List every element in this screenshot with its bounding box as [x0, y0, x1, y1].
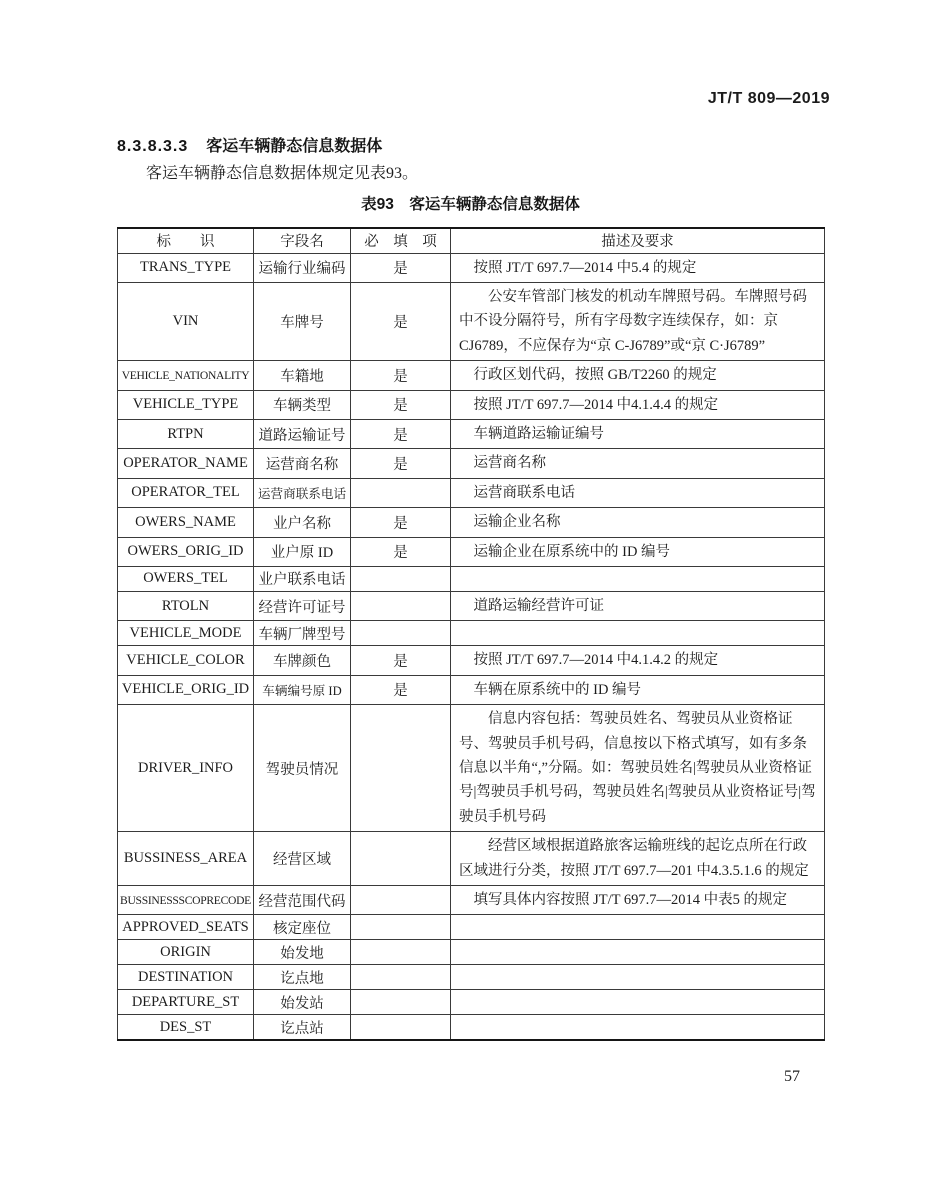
cell-field-name: 经营区域 — [254, 832, 351, 886]
table-row — [118, 675, 825, 704]
cell-field-name: 经营许可证号 — [254, 591, 351, 620]
cell-field-name: 经营范围代码 — [254, 886, 351, 915]
cell-description: 运营商联系电话 — [451, 478, 825, 507]
cell-field-name: 道路运输证号 — [254, 419, 351, 448]
cell-identifier: OPERATOR_NAME — [118, 449, 254, 478]
cell-required — [351, 478, 451, 507]
cell-required: 是 — [351, 508, 451, 537]
cell-required — [351, 915, 451, 940]
table-row — [118, 1015, 825, 1040]
table-row — [118, 832, 825, 886]
table-row — [118, 940, 825, 965]
cell-field-name: 核定座位 — [254, 915, 351, 940]
cell-description: 按照 JT/T 697.7—2014 中4.1.4.4 的规定 — [451, 390, 825, 419]
cell-required: 是 — [351, 390, 451, 419]
cell-required — [351, 940, 451, 965]
cell-identifier: DESTINATION — [118, 965, 254, 990]
cell-description: 按照 JT/T 697.7—2014 中4.1.4.2 的规定 — [451, 646, 825, 675]
table-row — [118, 282, 825, 360]
cell-identifier: VEHICLE_TYPE — [118, 390, 254, 419]
cell-required — [351, 591, 451, 620]
cell-required: 是 — [351, 253, 451, 282]
cell-identifier: APPROVED_SEATS — [118, 915, 254, 940]
cell-required — [351, 965, 451, 990]
cell-identifier: BUSSINESS_AREA — [118, 832, 254, 886]
cell-identifier: BUSSINESSSCOPRECODE — [118, 886, 254, 915]
cell-description: 信息内容包括：驾驶员姓名、驾驶员从业资格证号、驾驶员手机号码，信息按以下格式填写，如有多条信息以半角“,”分隔。如：驾驶员姓名|驾驶员从业资格证号|驾驶员手机号码，驾驶员姓名|驾驶员从业资格证号|驾驶员手机号码 — [451, 705, 825, 832]
cell-required — [351, 990, 451, 1015]
cell-required — [351, 1015, 451, 1040]
cell-field-name: 运输行业编码 — [254, 253, 351, 282]
cell-identifier: OPERATOR_TEL — [118, 478, 254, 507]
cell-field-name: 车牌号 — [254, 282, 351, 360]
cell-description: 按照 JT/T 697.7—2014 中5.4 的规定 — [451, 253, 825, 282]
cell-identifier: ORIGIN — [118, 940, 254, 965]
cell-description — [451, 990, 825, 1015]
cell-field-name: 始发站 — [254, 990, 351, 1015]
cell-description: 填写具体内容按照 JT/T 697.7—2014 中表5 的规定 — [451, 886, 825, 915]
table-row — [118, 449, 825, 478]
page-number: 57 — [784, 1068, 800, 1085]
cell-required — [351, 705, 451, 832]
cell-description: 公安车管部门核发的机动车牌照号码。车牌照号码中不设分隔符号，所有字母数字连续保存，如：京 CJ6789，不应保存为“京 C-J6789”或“京 C·J6789” — [451, 282, 825, 360]
cell-required: 是 — [351, 282, 451, 360]
cell-description: 车辆在原系统中的 ID 编号 — [451, 675, 825, 704]
cell-required — [351, 886, 451, 915]
cell-description: 行政区划代码，按照 GB/T2260 的规定 — [451, 361, 825, 390]
column-header-field: 字段名 — [254, 228, 351, 253]
column-header-desc: 描述及要求 — [451, 228, 825, 253]
section-heading — [117, 133, 382, 156]
table-row — [118, 566, 825, 591]
section-title: 客运车辆静态信息数据体 — [206, 138, 383, 155]
cell-required — [351, 566, 451, 591]
cell-identifier: DEPARTURE_ST — [118, 990, 254, 1015]
cell-description: 车辆道路运输证编号 — [451, 419, 825, 448]
cell-identifier: DES_ST — [118, 1015, 254, 1040]
cell-field-name: 讫点站 — [254, 1015, 351, 1040]
cell-description — [451, 621, 825, 646]
cell-description: 运输企业在原系统中的 ID 编号 — [451, 537, 825, 566]
table-row — [118, 990, 825, 1015]
cell-description — [451, 566, 825, 591]
cell-description — [451, 965, 825, 990]
table-row — [118, 646, 825, 675]
cell-identifier: OWERS_ORIG_ID — [118, 537, 254, 566]
cell-field-name: 业户名称 — [254, 508, 351, 537]
table-row — [118, 419, 825, 448]
cell-required — [351, 621, 451, 646]
table-row — [118, 478, 825, 507]
table-row — [118, 915, 825, 940]
cell-field-name: 业户联系电话 — [254, 566, 351, 591]
table-row — [118, 621, 825, 646]
cell-field-name: 车籍地 — [254, 361, 351, 390]
cell-required: 是 — [351, 675, 451, 704]
cell-field-name: 驾驶员情况 — [254, 705, 351, 832]
table-row — [118, 253, 825, 282]
cell-field-name: 讫点地 — [254, 965, 351, 990]
cell-description — [451, 940, 825, 965]
table-row — [118, 705, 825, 832]
cell-required: 是 — [351, 419, 451, 448]
table-row — [118, 537, 825, 566]
standard-number-header: JT/T 809—2019 — [707, 90, 830, 107]
table-row — [118, 965, 825, 990]
table-caption: 表93 客运车辆静态信息数据体 — [361, 196, 580, 213]
cell-identifier: VEHICLE_ORIG_ID — [118, 675, 254, 704]
cell-identifier: RTPN — [118, 419, 254, 448]
table-header-row — [118, 228, 825, 253]
cell-required — [351, 832, 451, 886]
cell-field-name: 始发地 — [254, 940, 351, 965]
cell-description: 道路运输经营许可证 — [451, 591, 825, 620]
cell-field-name: 车辆编号原 ID — [254, 675, 351, 704]
table-row — [118, 886, 825, 915]
cell-identifier: OWERS_NAME — [118, 508, 254, 537]
cell-field-name: 运营商名称 — [254, 449, 351, 478]
cell-description — [451, 1015, 825, 1040]
cell-identifier: VEHICLE_MODE — [118, 621, 254, 646]
cell-required: 是 — [351, 449, 451, 478]
cell-description: 运输企业名称 — [451, 508, 825, 537]
cell-identifier: VEHICLE_NATIONALITY — [118, 361, 254, 390]
cell-identifier: DRIVER_INFO — [118, 705, 254, 832]
column-header-required: 必 填 项 — [351, 228, 451, 253]
cell-description: 运营商名称 — [451, 449, 825, 478]
cell-identifier: VIN — [118, 282, 254, 360]
cell-identifier: RTOLN — [118, 591, 254, 620]
section-number: 8.3.8.3.3 — [117, 138, 189, 155]
table-row — [118, 591, 825, 620]
intro-paragraph: 客运车辆静态信息数据体规定见表93。 — [146, 165, 419, 182]
cell-field-name: 运营商联系电话 — [254, 478, 351, 507]
cell-field-name: 车牌颜色 — [254, 646, 351, 675]
spec-table — [117, 227, 825, 1041]
cell-description — [451, 915, 825, 940]
cell-required: 是 — [351, 537, 451, 566]
cell-field-name: 车辆厂牌型号 — [254, 621, 351, 646]
cell-field-name: 业户原 ID — [254, 537, 351, 566]
cell-required: 是 — [351, 646, 451, 675]
cell-identifier: VEHICLE_COLOR — [118, 646, 254, 675]
column-header-id: 标 识 — [118, 228, 254, 253]
cell-field-name: 车辆类型 — [254, 390, 351, 419]
cell-identifier: TRANS_TYPE — [118, 253, 254, 282]
cell-description: 经营区域根据道路旅客运输班线的起讫点所在行政区域进行分类，按照 JT/T 697.7—201 中4.3.5.1.6 的规定 — [451, 832, 825, 886]
table-row — [118, 390, 825, 419]
cell-identifier: OWERS_TEL — [118, 566, 254, 591]
cell-required: 是 — [351, 361, 451, 390]
table-row — [118, 508, 825, 537]
table-row — [118, 361, 825, 390]
